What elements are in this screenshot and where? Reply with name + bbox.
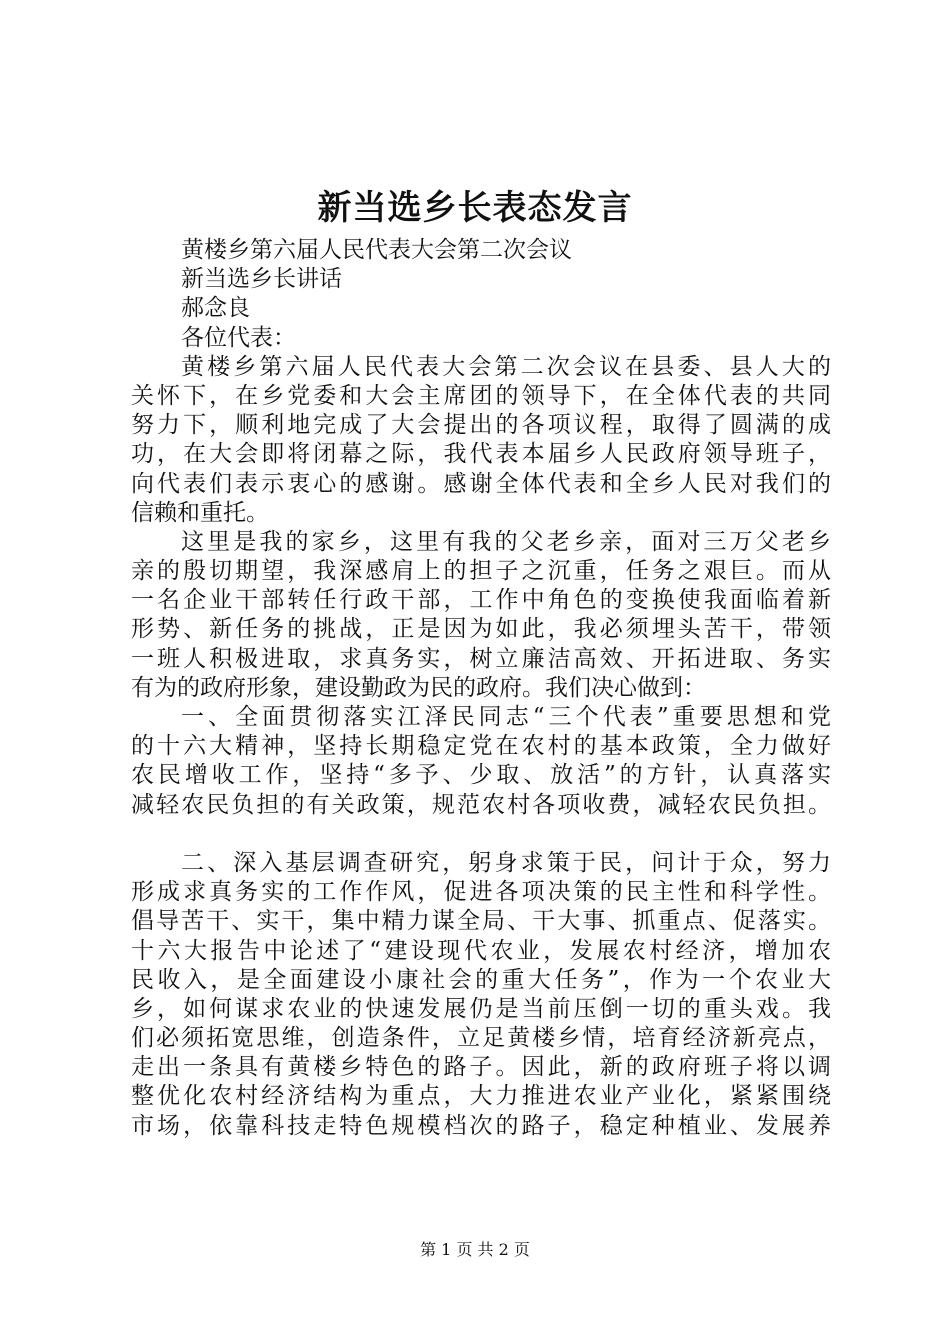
text-line: 努力下，顺利地完成了大会提出的各项议程，取得了圆满的成 bbox=[131, 412, 831, 439]
text-line: 乡，如何谋求农业的快速发展仍是当前压倒一切的重头戏。我 bbox=[131, 995, 831, 1022]
text-line: 黄楼乡第六届人民代表大会第二次会议 bbox=[181, 237, 572, 263]
text-line: 黄楼乡第六届人民代表大会第二次会议在县委、县人大的 bbox=[181, 353, 831, 380]
text-line: 形成求真务实的工作作风，促进各项决策的民主性和科学性。 bbox=[131, 879, 831, 906]
text-line: 市场，依靠科技走特色规模档次的路子，稳定种植业、发展养 bbox=[131, 1112, 831, 1139]
page-footer: 第 1 页 共 2 页 bbox=[420, 1240, 530, 1259]
text-line: 向代表们表示衷心的感谢。感谢全体代表和全乡人民对我们的 bbox=[131, 470, 831, 497]
text-line: 一名企业干部转任行政干部，工作中角色的变换使我面临着新 bbox=[131, 587, 831, 614]
blank-line bbox=[131, 820, 831, 849]
text-line: 一班人积极进取，求真务实，树立廉洁高效、开拓进取、务实 bbox=[131, 645, 831, 672]
text-line: 一、全面贯彻落实江泽民同志“三个代表”重要思想和党 bbox=[181, 704, 831, 730]
text-line: 郝念良 bbox=[181, 295, 250, 322]
text-line: 十六大报告中论述了“建设现代农业，发展农村经济，增加农 bbox=[131, 937, 831, 964]
text-line: 走出一条具有黄楼乡特色的路子。因此，新的政府班子将以调 bbox=[131, 1054, 831, 1081]
text-line: 农民增收工作，坚持“多予、少取、放活”的方针，认真落实 bbox=[131, 762, 831, 789]
text-line: 各位代表： bbox=[181, 324, 296, 351]
text-line: 关怀下，在乡党委和大会主席团的领导下，在全体代表的共同 bbox=[131, 382, 831, 409]
text-line: 功，在大会即将闭幕之际，我代表本届乡人民政府领导班子， bbox=[131, 441, 831, 468]
text-line: 这里是我的家乡，这里有我的父老乡亲，面对三万父老乡 bbox=[181, 528, 831, 555]
text-line: 二、深入基层调查研究，躬身求策于民，问计于众，努力 bbox=[181, 849, 831, 876]
text-line: 倡导苦干、实干，集中精力谋全局、干大事、抓重点、促落实。 bbox=[131, 908, 831, 935]
text-line: 民收入，是全面建设小康社会的重大任务”，作为一个农业大 bbox=[131, 966, 831, 993]
document-title: 新当选乡长表态发言 bbox=[317, 188, 633, 228]
text-line: 信赖和重托。 bbox=[131, 499, 269, 526]
text-line: 有为的政府形象，建设勤政为民的政府。我们决心做到： bbox=[131, 674, 706, 701]
text-line: 们必须拓宽思维，创造条件，立足黄楼乡情，培育经济新亮点， bbox=[131, 1025, 831, 1052]
text-line: 整优化农村经济结构为重点，大力推进农业产业化，紧紧围绕 bbox=[131, 1083, 831, 1110]
text-line: 亲的殷切期望，我深感肩上的担子之沉重，任务之艰巨。而从 bbox=[131, 558, 831, 585]
text-line: 新当选乡长讲话 bbox=[181, 266, 342, 293]
text-line: 减轻农民负担的有关政策，规范农村各项收费，减轻农民负担。 bbox=[131, 791, 831, 818]
document-body bbox=[131, 236, 831, 1141]
text-line: 的十六大精神，坚持长期稳定党在农村的基本政策，全力做好 bbox=[131, 733, 831, 760]
text-line: 形势、新任务的挑战，正是因为如此，我必须埋头苦干，带领 bbox=[131, 616, 831, 643]
